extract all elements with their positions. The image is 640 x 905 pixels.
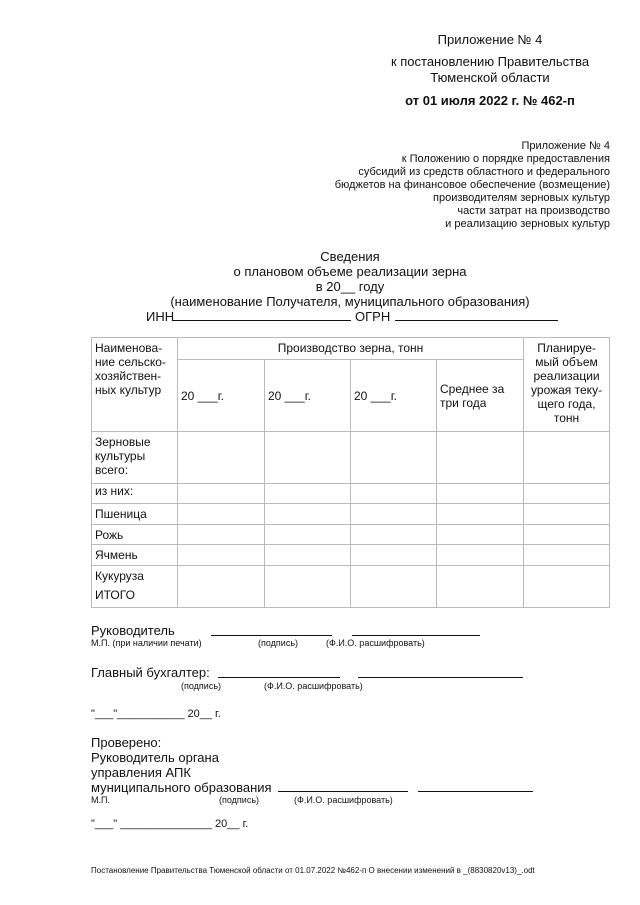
year-col-header: 20 ___г. <box>178 360 265 432</box>
head-label: Руководитель <box>91 623 175 638</box>
year-col-header: 20 ___г. <box>351 360 437 432</box>
cell[interactable] <box>351 432 437 484</box>
mp-label: М.П. <box>91 795 110 805</box>
sub-header-line: бюджетов на финансовое обеспечение (возмещение) <box>334 179 610 191</box>
accountant-signature-line[interactable] <box>218 677 340 678</box>
cell[interactable] <box>437 484 524 504</box>
ogrn-field[interactable] <box>395 320 558 321</box>
cell[interactable] <box>351 525 437 545</box>
cell[interactable] <box>524 525 610 545</box>
cell[interactable] <box>178 504 265 525</box>
total-label: ИТОГО <box>95 588 135 602</box>
signature-hint: (подпись) <box>258 638 299 648</box>
cell[interactable] <box>437 525 524 545</box>
cell[interactable] <box>178 525 265 545</box>
cell[interactable] <box>265 525 351 545</box>
sub-header-line: к Положению о порядке предоставления <box>401 153 610 165</box>
crop-name-header: Наименова-ние сельско-хозяйствен-ных культур <box>92 338 178 432</box>
production-header: Производство зерна, тонн <box>178 338 524 360</box>
crop-name: из них: <box>92 484 178 504</box>
cell[interactable] <box>524 432 610 484</box>
crop-name: Кукуруза <box>95 569 144 583</box>
cell[interactable] <box>265 566 351 608</box>
cell[interactable] <box>437 504 524 525</box>
cell[interactable] <box>437 432 524 484</box>
production-table <box>91 337 610 608</box>
organ-line-1: Руководитель органа <box>91 750 219 765</box>
cell[interactable] <box>437 545 524 566</box>
cell[interactable] <box>351 545 437 566</box>
cell[interactable] <box>524 484 610 504</box>
resolution-line-1: к постановлению Правительства <box>390 54 590 69</box>
organ-line-3: муниципального образования <box>91 780 272 795</box>
organ-line-2: управления АПК <box>91 765 191 780</box>
cell[interactable] <box>524 504 610 525</box>
organ-signature-line[interactable] <box>278 791 408 792</box>
cell[interactable] <box>524 545 610 566</box>
table-row <box>92 566 610 608</box>
cell[interactable] <box>265 484 351 504</box>
cell[interactable] <box>351 504 437 525</box>
crop-name: Пшеница <box>92 504 178 525</box>
accountant-fio-line[interactable] <box>358 677 523 678</box>
checked-label: Проверено: <box>91 735 162 750</box>
inn-label: ИНН <box>146 309 175 324</box>
average-header: Среднее за три года <box>437 360 524 432</box>
resolution-line-2: Тюменской области <box>430 70 550 85</box>
appendix-title: Приложение № 4 <box>437 32 543 47</box>
table-row <box>92 504 610 525</box>
cell[interactable] <box>265 432 351 484</box>
doc-title-1: Сведения <box>320 249 380 264</box>
chief-accountant-label: Главный бухгалтер: <box>91 665 210 680</box>
cell[interactable] <box>265 545 351 566</box>
footer-text: Постановление Правительства Тюменской области от 01.07.2022 №462-п О внесении изменений в _(8830820v13)_.odt <box>91 866 535 875</box>
head-signature-line[interactable] <box>211 635 332 636</box>
doc-title-2: о плановом объеме реализации зерна <box>233 264 467 279</box>
mp-head: М.П. (при наличии печати) <box>91 638 202 648</box>
cell[interactable] <box>265 504 351 525</box>
sub-header-line: и реализацию зерновых культур <box>445 218 610 230</box>
crop-name: Ячмень <box>92 545 178 566</box>
table-row <box>92 432 610 484</box>
cell[interactable] <box>437 566 524 608</box>
cell[interactable] <box>351 566 437 608</box>
sub-header-line: субсидий из средств областного и федерального <box>358 166 610 178</box>
table-row <box>92 484 610 504</box>
sub-header <box>300 140 610 231</box>
fio-hint: (Ф.И.О. расшифровать) <box>326 638 425 648</box>
planned-header: Планируе-мый объем реализации урожая теку-щего года, тонн <box>524 338 610 432</box>
cell[interactable] <box>178 432 265 484</box>
crop-name: Зерновые культуры всего: <box>92 432 178 484</box>
fio-hint: (Ф.И.О. расшифровать) <box>294 795 393 805</box>
signature-hint: (подпись) <box>219 795 260 805</box>
ogrn-label: ОГРН <box>355 309 391 324</box>
signature-hint: (подпись) <box>181 681 222 691</box>
table-row <box>92 545 610 566</box>
cell[interactable] <box>178 545 265 566</box>
cell[interactable] <box>178 566 265 608</box>
sub-header-line: производителям зерновых культур <box>433 192 610 204</box>
doc-title-3: в 20__ году <box>315 279 385 294</box>
doc-title-4: (наименование Получателя, муниципального образования) <box>170 294 530 309</box>
year-col-header: 20 ___г. <box>265 360 351 432</box>
table-row <box>92 525 610 545</box>
resolution-date: от 01 июля 2022 г. № 462-п <box>405 93 575 108</box>
date-line-2: "___" _______________ 20__ г. <box>91 818 249 830</box>
crop-name: Рожь <box>92 525 178 545</box>
sub-header-line: части затрат на производство <box>457 205 610 217</box>
inn-field[interactable] <box>173 320 351 321</box>
cell[interactable] <box>524 566 610 608</box>
crop-name-group <box>92 566 178 608</box>
date-line: "___"___________ 20__ г. <box>91 708 221 720</box>
organ-fio-line[interactable] <box>418 791 533 792</box>
sub-header-line: Приложение № 4 <box>521 140 610 152</box>
fio-hint: (Ф.И.О. расшифровать) <box>264 681 363 691</box>
head-fio-line[interactable] <box>352 635 480 636</box>
cell[interactable] <box>178 484 265 504</box>
cell[interactable] <box>351 484 437 504</box>
